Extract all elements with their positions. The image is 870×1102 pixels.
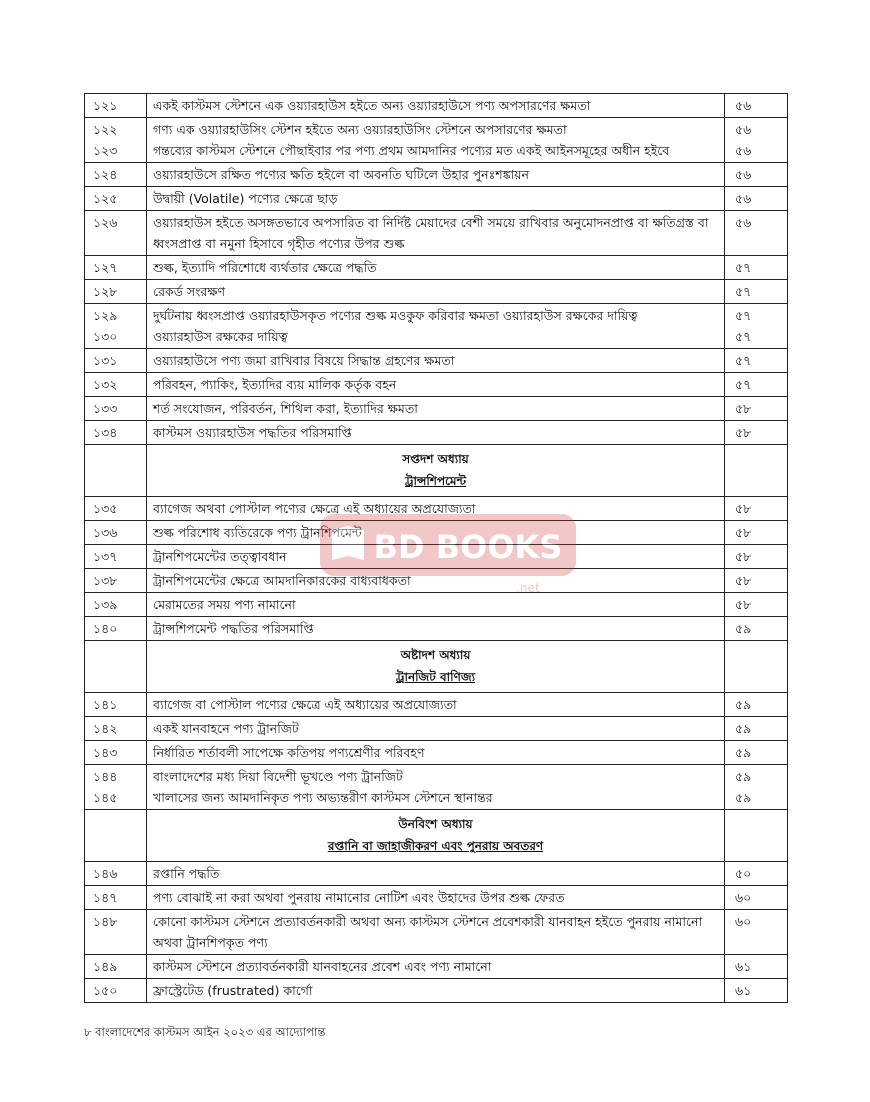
section-title: ফ্রাস্ট্রেটেড (frustrated) কার্গো — [147, 979, 725, 1003]
chapter-number: সপ্তদশ অধ্যায় — [402, 452, 469, 466]
toc-row — [85, 910, 788, 955]
page-number: ৫৯ — [725, 693, 788, 717]
section-title: ওয়্যারহাউস হইতে অসঙ্গতভাবে অপসারিত বা নির্দিষ্ট মেয়াদের বেশী সময়ে রাখিবার অনুমোদনপ্রাপ্ত বা ক্ষতিগ্রস্ত বা ধ্বংসপ্রাপ্ত বা নমুনা হিসাবে গৃহীত পণ্যের উপর শুল্ক — [147, 211, 725, 256]
section-title: শুল্ক পরিশোধ ব্যতিরেকে পণ্য ট্রানশিপমেন্ট — [147, 521, 725, 545]
section-number: ১৪১ — [85, 693, 147, 717]
section-number: ১৩১ — [85, 349, 147, 373]
chapter-page-cell — [725, 641, 788, 693]
watermark-brand: BD BOOKS — [373, 528, 563, 566]
page-number: ৫৬ ৫৬ — [725, 118, 788, 163]
section-number: ১৩৭ — [85, 545, 147, 569]
section-number: ১৩২ — [85, 373, 147, 397]
section-title: পণ্য বোঝাই না করা অথবা পুনরায় নামানোর নোটিশ এবং উহাদের উপর শুল্ক ফেরত — [147, 886, 725, 910]
section-title: শর্ত সংযোজন, পরিবর্তন, শিথিল করা, ইত্যাদির ক্ষমতা — [147, 397, 725, 421]
page-number: ৫৮ — [725, 569, 788, 593]
toc-row — [85, 765, 788, 810]
page-number: ৫৮ — [725, 593, 788, 617]
section-title: দুর্ঘটনায় ধ্বংসপ্রাপ্ত ওয়্যারহাউসকৃত পণ্যের শুল্ক মওকুফ করিবার ক্ষমতা ওয়্যারহাউস রক্ষকের দায়িত্ব ওয়্যারহাউস রক্ষকের দায়িত্ব — [147, 304, 725, 349]
chapter-num-cell — [85, 445, 147, 497]
page-number: ৫৯ — [725, 741, 788, 765]
toc-row — [85, 955, 788, 979]
section-number: ১৩৯ — [85, 593, 147, 617]
toc-body — [85, 94, 788, 1003]
section-title: কোনো কাস্টমস স্টেশনে প্রত্যাবর্তনকারী অথবা অন্য কাস্টমস স্টেশনে প্রবেশকারী যানবাহন হইতে পুনরায় নামানো অথবা ট্রানশিপকৃত পণ্য — [147, 910, 725, 955]
section-title: গণ্য এক ওয়্যারহাউসিং স্টেশন হইতে অন্য ওয়্যারহাউসিং স্টেশনে অপসারণের ক্ষমতা গন্তব্যের কাস্টমস স্টেশনে পৌছাইবার পর পণ্য প্রথম আমদানির পণ্যের মত একই আইনসমূহের অধীন হইবে — [147, 118, 725, 163]
section-title: ট্রানশিপমেন্টের ক্ষেত্রে আমদানিকারকের বাধ্যবাধকতা — [147, 569, 725, 593]
section-title: একই কাস্টমস স্টেশনে এক ওয়্যারহাউস হইতে অন্য ওয়্যারহাউসে পণ্য অপসারণের ক্ষমতা — [147, 94, 725, 118]
section-number: ১২৯ ১৩০ — [85, 304, 147, 349]
section-number: ১২৬ — [85, 211, 147, 256]
toc-row — [85, 521, 788, 545]
toc-row — [85, 593, 788, 617]
toc-row — [85, 886, 788, 910]
page-number: ৫৭ — [725, 256, 788, 280]
page-number: ৫৬ — [725, 187, 788, 211]
page-number: ৬১ — [725, 955, 788, 979]
section-number: ১৪৭ — [85, 886, 147, 910]
toc-row — [85, 741, 788, 765]
section-title: রেকর্ড সংরক্ষণ — [147, 280, 725, 304]
page-number: ৫৬ — [725, 163, 788, 187]
watermark-url: .net — [516, 581, 540, 595]
section-number: ১৩৪ — [85, 421, 147, 445]
section-number: ১২৪ — [85, 163, 147, 187]
chapter-num-cell — [85, 641, 147, 693]
chapter-heading-row — [85, 810, 788, 862]
section-number: ১৩৬ — [85, 521, 147, 545]
section-title: নির্ধারিত শর্তাবলী সাপেক্ষে কতিপয় পণ্যশ্রেণীর পরিবহণ — [147, 741, 725, 765]
chapter-title-cell — [147, 445, 725, 497]
toc-row — [85, 256, 788, 280]
chapter-title-cell — [147, 641, 725, 693]
section-number: ১৩৮ — [85, 569, 147, 593]
section-number: ১৪৩ — [85, 741, 147, 765]
toc-row — [85, 545, 788, 569]
page-number: ৫৬ — [725, 211, 788, 256]
page-number: ৫৭ — [725, 280, 788, 304]
page-number: ৫৭ ৫৭ — [725, 304, 788, 349]
section-title: শুল্ক, ইত্যাদি পরিশোধে ব্যর্থতার ক্ষেত্রে পদ্ধতি — [147, 256, 725, 280]
toc-row — [85, 617, 788, 641]
section-number: ১৫০ — [85, 979, 147, 1003]
page-number: ৫৯ — [725, 617, 788, 641]
section-number: ১২২ ১২৩ — [85, 118, 147, 163]
section-number: ১৪০ — [85, 617, 147, 641]
section-title: ওয়্যারহাউসে পণ্য জমা রাখিবার বিষয়ে সিদ্ধান্ত গ্রহণের ক্ষমতা — [147, 349, 725, 373]
page-number: ৫৮ — [725, 421, 788, 445]
page-number: ৫৮ — [725, 397, 788, 421]
section-title: ব্যাগেজ বা পোস্টাল পণ্যের ক্ষেত্রে এই অধ্যায়ের অপ্রযোজ্যতা — [147, 693, 725, 717]
toc-row — [85, 717, 788, 741]
toc-row — [85, 569, 788, 593]
section-number: ১৪৪ ১৪৫ — [85, 765, 147, 810]
toc-row — [85, 397, 788, 421]
section-title: পরিবহন, প্যাকিং, ইত্যাদির ব্যয় মালিক কর্তৃক বহন — [147, 373, 725, 397]
chapter-name: রপ্তানি বা জাহাজীকরণ এবং পুনরায় অবতরণ — [327, 839, 544, 853]
section-number: ১২১ — [85, 94, 147, 118]
chapter-title-cell — [147, 810, 725, 862]
toc-row — [85, 373, 788, 397]
page-number: ৬০ — [725, 910, 788, 955]
section-title: উদ্বায়ী (Volatile) পণ্যের ক্ষেত্রে ছাড় — [147, 187, 725, 211]
chapter-page-cell — [725, 810, 788, 862]
section-title: বাংলাদেশের মধ্য দিয়া বিদেশী ভূখণ্ডে পণ্য ট্রানজিট খালাসের জন্য আমদানিকৃত পণ্য অভ্যন্তরীণ কাস্টমস স্টেশনে স্থানান্তর — [147, 765, 725, 810]
chapter-number: অষ্টাদশ অধ্যায় — [400, 648, 471, 662]
section-title: ব্যাগেজ অথবা পোস্টাল পণ্যের ক্ষেত্রে এই অধ্যায়ের অপ্রযোজ্যতা — [147, 497, 725, 521]
section-title: মেরামতের সময় পণ্য নামানো — [147, 593, 725, 617]
page-number: ৫৭ — [725, 349, 788, 373]
toc-row — [85, 693, 788, 717]
page-number: ৬১ — [725, 979, 788, 1003]
chapter-number: উনবিংশ অধ্যায় — [398, 817, 473, 831]
section-number: ১৪২ — [85, 717, 147, 741]
toc-row — [85, 280, 788, 304]
section-number: ১৪৬ — [85, 862, 147, 886]
section-title: ট্রানশিপমেন্টের তত্ত্বাবধান — [147, 545, 725, 569]
table-of-contents — [84, 93, 788, 1003]
toc-row — [85, 862, 788, 886]
page-number: ৫৬ — [725, 94, 788, 118]
chapter-name: ট্রানজিট বাণিজ্য — [395, 670, 476, 684]
toc-row — [85, 211, 788, 256]
toc-row — [85, 349, 788, 373]
section-title: ট্রান্সশিপমেন্ট পদ্ধতির পরিসমাপ্তি — [147, 617, 725, 641]
section-number: ১২৫ — [85, 187, 147, 211]
section-title: কাস্টমস স্টেশনে প্রত্যাবর্তনকারী যানবাহনের প্রবেশ এবং পণ্য নামানো — [147, 955, 725, 979]
toc-row — [85, 421, 788, 445]
toc-row — [85, 163, 788, 187]
section-title: রপ্তানি পদ্ধতি — [147, 862, 725, 886]
page-number: ৫৮ — [725, 497, 788, 521]
toc-row — [85, 118, 788, 163]
section-title: কাস্টমস ওয়্যারহাউস পদ্ধতির পরিসমাপ্তি — [147, 421, 725, 445]
section-number: ১২৮ — [85, 280, 147, 304]
section-number: ১৪৮ — [85, 910, 147, 955]
toc-row — [85, 187, 788, 211]
toc-row — [85, 304, 788, 349]
section-number: ১৩৩ — [85, 397, 147, 421]
page-number: ৫৭ — [725, 373, 788, 397]
section-number: ১৩৫ — [85, 497, 147, 521]
chapter-heading-row — [85, 641, 788, 693]
chapter-name: ট্রান্সশিপমেন্ট — [404, 474, 467, 488]
page-number: ৫০ — [725, 862, 788, 886]
toc-row — [85, 497, 788, 521]
chapter-num-cell — [85, 810, 147, 862]
section-title: একই যানবাহনে পণ্য ট্রানজিট — [147, 717, 725, 741]
chapter-page-cell — [725, 445, 788, 497]
page-number: ৫৯ ৫৯ — [725, 765, 788, 810]
section-title: ওয়্যারহাউসে রক্ষিত পণ্যের ক্ষতি হইলে বা অবনতি ঘটিলে উহার পুনঃশঙ্কায়ন — [147, 163, 725, 187]
toc-row — [85, 979, 788, 1003]
page-number: ৬০ — [725, 886, 788, 910]
page-number: ৫৮ — [725, 545, 788, 569]
toc-row — [85, 94, 788, 118]
chapter-heading-row — [85, 445, 788, 497]
section-number: ১২৭ — [85, 256, 147, 280]
page-number: ৫৮ — [725, 521, 788, 545]
page-number: ৫৯ — [725, 717, 788, 741]
page-footer: ৮ বাংলাদেশের কাস্টমস আইন ২০২৩ এর আদ্যোপান্ত — [84, 1025, 326, 1039]
section-number: ১৪৯ — [85, 955, 147, 979]
